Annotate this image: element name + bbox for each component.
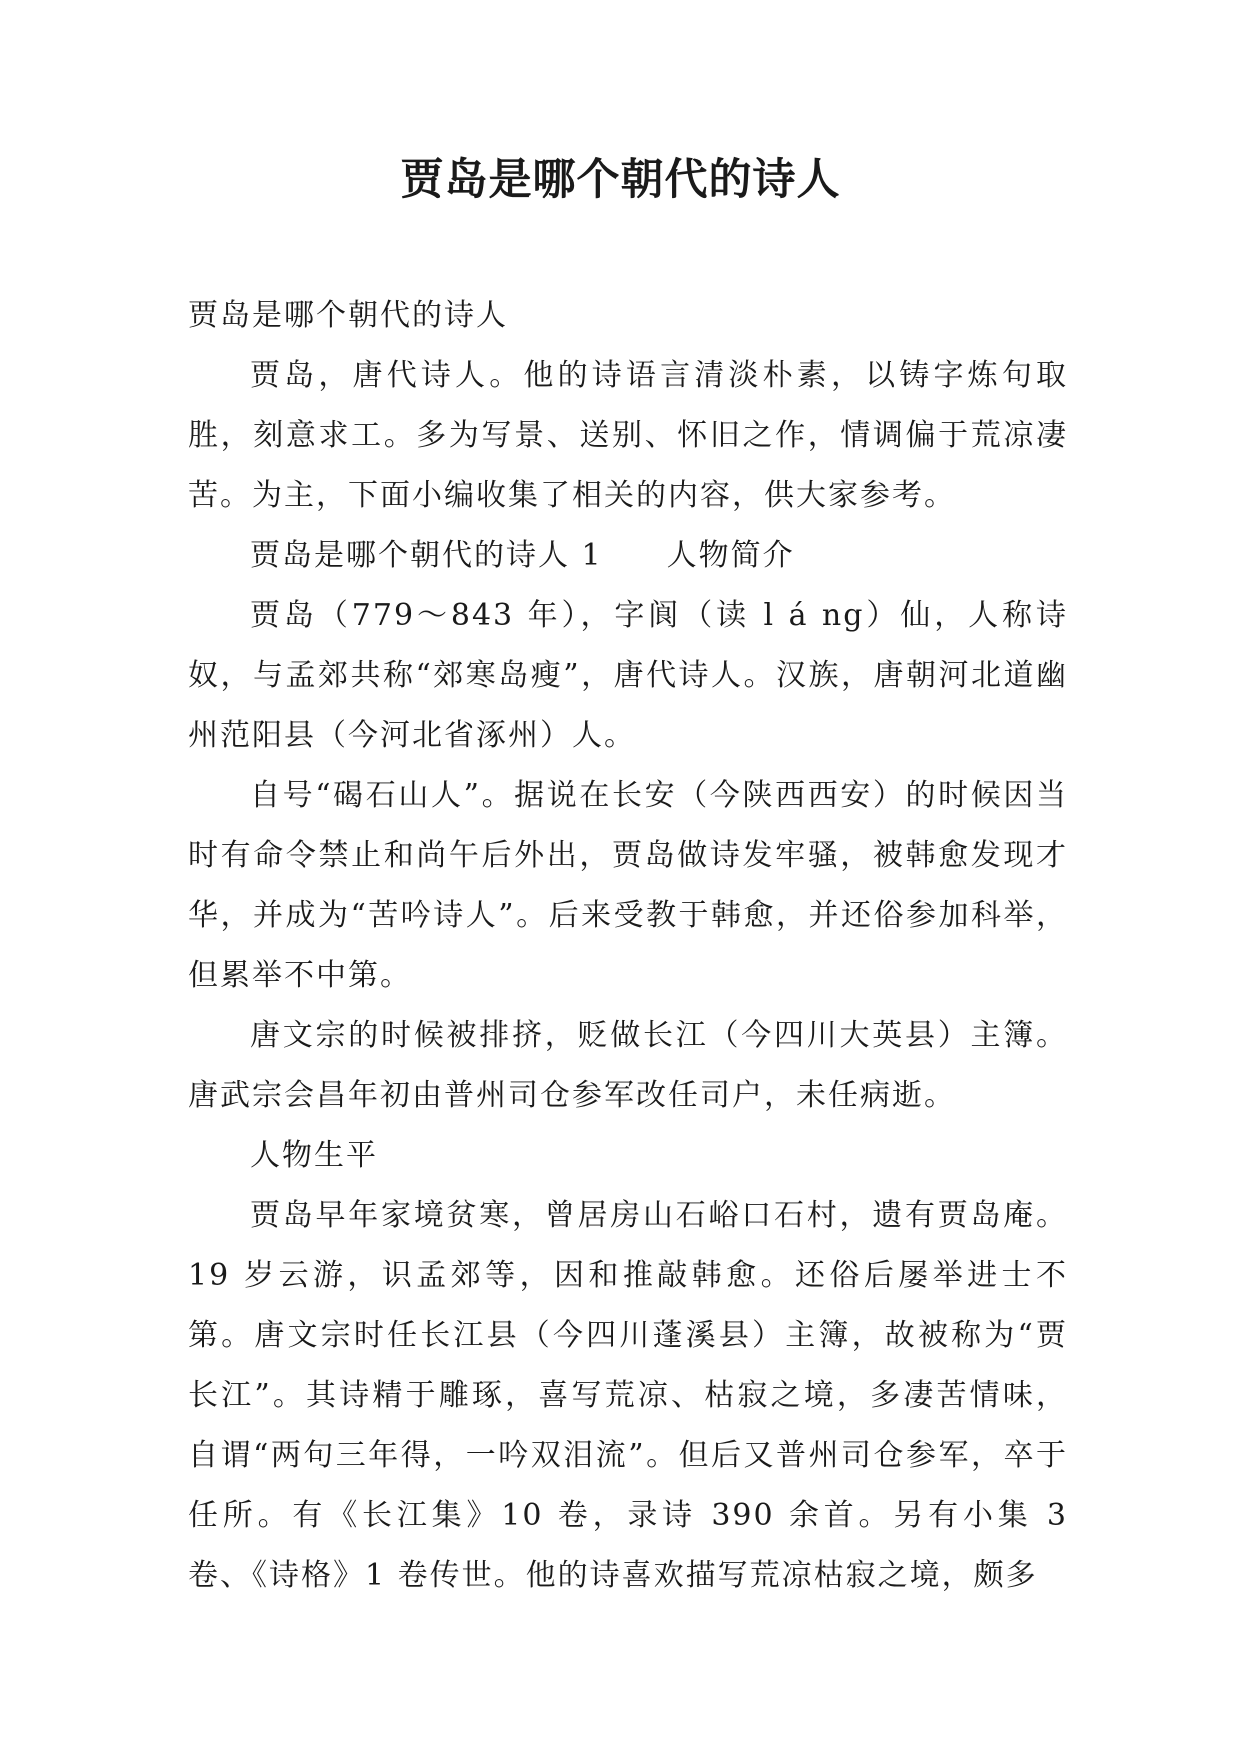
document-body bbox=[188, 286, 1068, 1606]
paragraph-career: 唐文宗的时候被排挤，贬做长江（今四川大英县）主簿。唐武宗会昌年初由普州司仓参军改任司户，未任病逝。 bbox=[188, 1018, 1068, 1113]
paragraph-section-heading-life: 人物生平 bbox=[250, 1138, 378, 1173]
paragraph-biography: 贾岛（779～843 年），字阆（读 l á ng）仙，人称诗奴，与孟郊共称“郊寒岛瘦”，唐代诗人。汉族，唐朝河北道幽州范阳县（今河北省涿州）人。 bbox=[188, 598, 1068, 753]
paragraph-intro: 贾岛，唐代诗人。他的诗语言清淡朴素，以铸字炼句取胜，刻意求工。多为写景、送别、怀旧之作，情调偏于荒凉凄苦。为主，下面小编收集了相关的内容，供大家参考。 bbox=[188, 358, 1068, 513]
paragraph-life: 贾岛早年家境贫寒，曾居房山石峪口石村，遗有贾岛庵。19 岁云游，识孟郊等，因和推敲韩愈。还俗后屡举进士不第。唐文宗时任长江县（今四川蓬溪县）主簿，故被称为“贾长江”。其诗精于雕琢，喜写荒凉、枯寂之境，多凄苦情味，自谓“两句三年得，一吟双泪流”。但后又普州司仓参军，卒于任所。有《长江集》10 卷，录诗 390 余首。另有小集 3 卷、《诗格》1 卷传世。他的诗喜欢描写荒凉枯寂之境，颇多 bbox=[188, 1198, 1068, 1593]
paragraph-nickname: 自号“碣石山人”。据说在长安（今陕西西安）的时候因当时有命令禁止和尚午后外出，贾岛做诗发牢骚，被韩愈发现才华，并成为“苦吟诗人”。后来受教于韩愈，并还俗参加科举，但累举不中第。 bbox=[188, 778, 1068, 993]
paragraph-subtitle: 贾岛是哪个朝代的诗人 bbox=[188, 298, 508, 333]
document-title: 贾岛是哪个朝代的诗人 bbox=[400, 155, 841, 205]
paragraph-section-heading: 贾岛是哪个朝代的诗人 1 人物简介 bbox=[250, 538, 795, 573]
